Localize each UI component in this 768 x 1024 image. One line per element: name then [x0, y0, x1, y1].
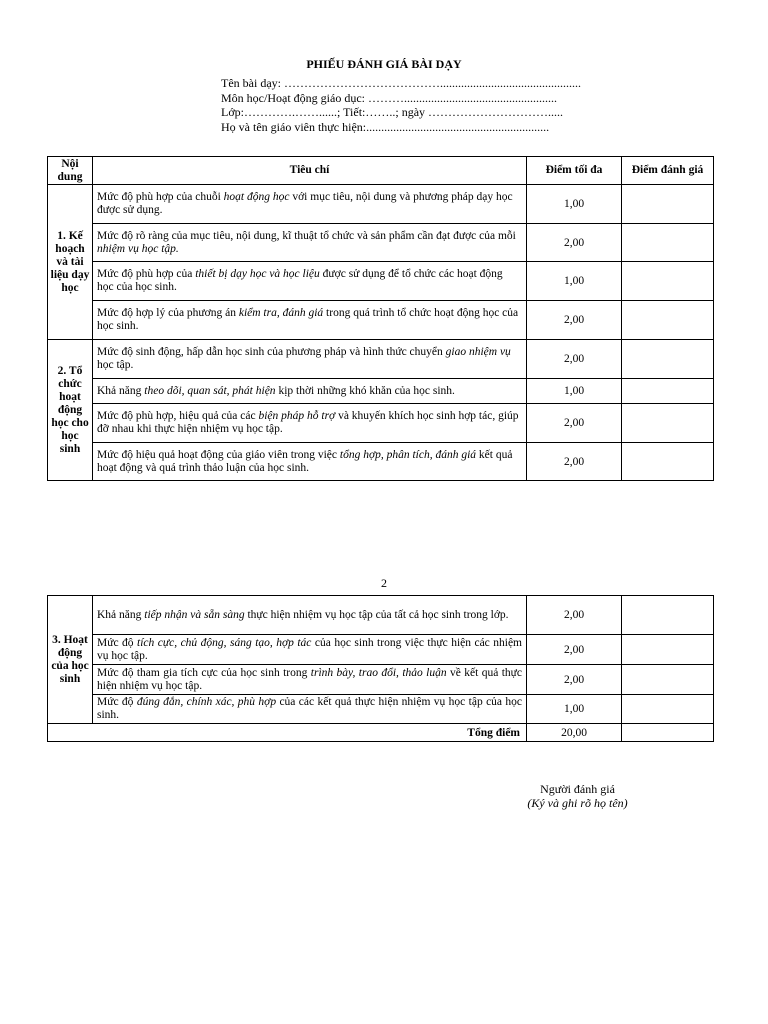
- criterion-text: Khả năng tiếp nhận và sẵn sàng thực hiện nhiệm vụ học tập của tất cả học sinh trong lớp.: [93, 596, 527, 635]
- max-score: 2,00: [527, 635, 622, 665]
- max-score: 1,00: [527, 185, 622, 224]
- evaluation-table: [47, 156, 714, 481]
- table-row: [48, 185, 714, 224]
- criterion-text: Mức độ phù hợp của chuỗi hoạt động học với mục tiêu, nội dung và phương pháp dạy học được sử dụng.: [93, 185, 527, 224]
- score-cell[interactable]: [622, 379, 714, 404]
- score-cell[interactable]: [622, 262, 714, 301]
- header-max-score: Điểm tối đa: [527, 157, 622, 185]
- signer-block: [470, 782, 685, 810]
- form-title: PHIẾU ĐÁNH GIÁ BÀI DẠY: [306, 57, 462, 71]
- header-evaluated-score: Điểm đánh giá: [622, 157, 714, 185]
- score-cell[interactable]: [622, 635, 714, 665]
- max-score: 2,00: [527, 224, 622, 262]
- score-cell[interactable]: [622, 224, 714, 262]
- criterion-text: Mức độ hợp lý của phương án kiểm tra, đánh giá trong quá trình tổ chức hoạt động học của học sinh.: [93, 301, 527, 340]
- teacher-name-line[interactable]: Họ và tên giáo viên thực hiện:.............................................................: [221, 119, 550, 134]
- criterion-text: Mức độ rõ ràng của mục tiêu, nội dung, kĩ thuật tổ chức và sản phẩm cần đạt được của mỗi nhiệm vụ học tập.: [93, 224, 527, 262]
- criterion-text: Khả năng theo dõi, quan sát, phát hiện kịp thời những khó khăn của học sinh.: [93, 379, 527, 404]
- table-row: [48, 379, 714, 404]
- total-max-score: 20,00: [527, 724, 622, 742]
- lesson-name-line[interactable]: Tên bài dạy: …………………………………...............................................: [221, 76, 581, 90]
- signer-title: Người đánh giá: [540, 782, 615, 796]
- table-row: [48, 443, 714, 481]
- max-score: 2,00: [527, 596, 622, 635]
- header-criteria: Tiêu chí: [93, 157, 527, 185]
- table-row: [48, 635, 714, 665]
- table-row: [48, 224, 714, 262]
- max-score: 2,00: [527, 404, 622, 443]
- score-cell[interactable]: [622, 185, 714, 224]
- table-row: [48, 301, 714, 340]
- evaluation-table-continued: [47, 595, 714, 742]
- score-cell[interactable]: [622, 443, 714, 481]
- score-cell[interactable]: [622, 340, 714, 379]
- score-cell[interactable]: [622, 404, 714, 443]
- total-label: Tổng điểm: [48, 724, 527, 742]
- criterion-text: Mức độ tham gia tích cực của học sinh trong trình bày, trao đổi, thảo luận về kết quả thực hiện nhiệm vụ học tập.: [93, 665, 527, 695]
- criterion-text: Mức độ phù hợp của thiết bị dạy học và học liệu được sử dụng để tổ chức các hoạt động học của học sinh.: [93, 262, 527, 301]
- section-label: 1. Kế hoạch và tài liệu dạy học: [48, 185, 93, 340]
- class-period-date-line[interactable]: Lớp:………….……......; Tiết:……..; ngày ………………………….....: [221, 105, 564, 119]
- page-number: 2: [381, 576, 387, 590]
- table-row: [48, 262, 714, 301]
- max-score: 1,00: [527, 695, 622, 724]
- score-cell[interactable]: [622, 301, 714, 340]
- table-row: [48, 340, 714, 379]
- max-score: 2,00: [527, 443, 622, 481]
- table-row: [48, 596, 714, 635]
- total-row: [48, 724, 714, 742]
- lesson-info: [221, 76, 581, 134]
- score-cell[interactable]: [622, 596, 714, 635]
- max-score: 2,00: [527, 301, 622, 340]
- header-content: Nội dung: [48, 157, 93, 185]
- table-header-row: [48, 157, 714, 185]
- table-row: [48, 404, 714, 443]
- signer-note: (Ký và ghi rõ họ tên): [527, 796, 628, 810]
- max-score: 1,00: [527, 262, 622, 301]
- table-row: [48, 665, 714, 695]
- score-cell[interactable]: [622, 665, 714, 695]
- criterion-text: Mức độ sinh động, hấp dẫn học sinh của phương pháp và hình thức chuyển giao nhiệm vụ học tập.: [93, 340, 527, 379]
- score-cell[interactable]: [622, 695, 714, 724]
- max-score: 2,00: [527, 340, 622, 379]
- criterion-text: Mức độ phù hợp, hiệu quả của các biện pháp hỗ trợ và khuyến khích học sinh hợp tác, giúp đỡ nhau khi thực hiện nhiệm vụ học tập.: [93, 404, 527, 443]
- criterion-text: Mức độ hiệu quả hoạt động của giáo viên trong việc tổng hợp, phân tích, đánh giá kết quả hoạt động và quá trình thảo luận của học sinh.: [93, 443, 527, 481]
- criterion-text: Mức độ đúng đắn, chính xác, phù hợp của các kết quả thực hiện nhiệm vụ học tập của học sinh.: [93, 695, 527, 724]
- subject-line[interactable]: Môn học/Hoạt động giáo dục: ………...................................................: [221, 90, 557, 105]
- criterion-text: Mức độ tích cực, chủ động, sáng tạo, hợp tác của học sinh trong việc thực hiện các nhiệm vụ học tập.: [93, 635, 527, 665]
- table-row: [48, 695, 714, 724]
- total-score-cell[interactable]: [622, 724, 714, 742]
- section-label: 2. Tổ chức hoạt động học cho học sinh: [48, 340, 93, 481]
- max-score: 2,00: [527, 665, 622, 695]
- max-score: 1,00: [527, 379, 622, 404]
- section-label: 3. Hoạt động của học sinh: [48, 596, 93, 724]
